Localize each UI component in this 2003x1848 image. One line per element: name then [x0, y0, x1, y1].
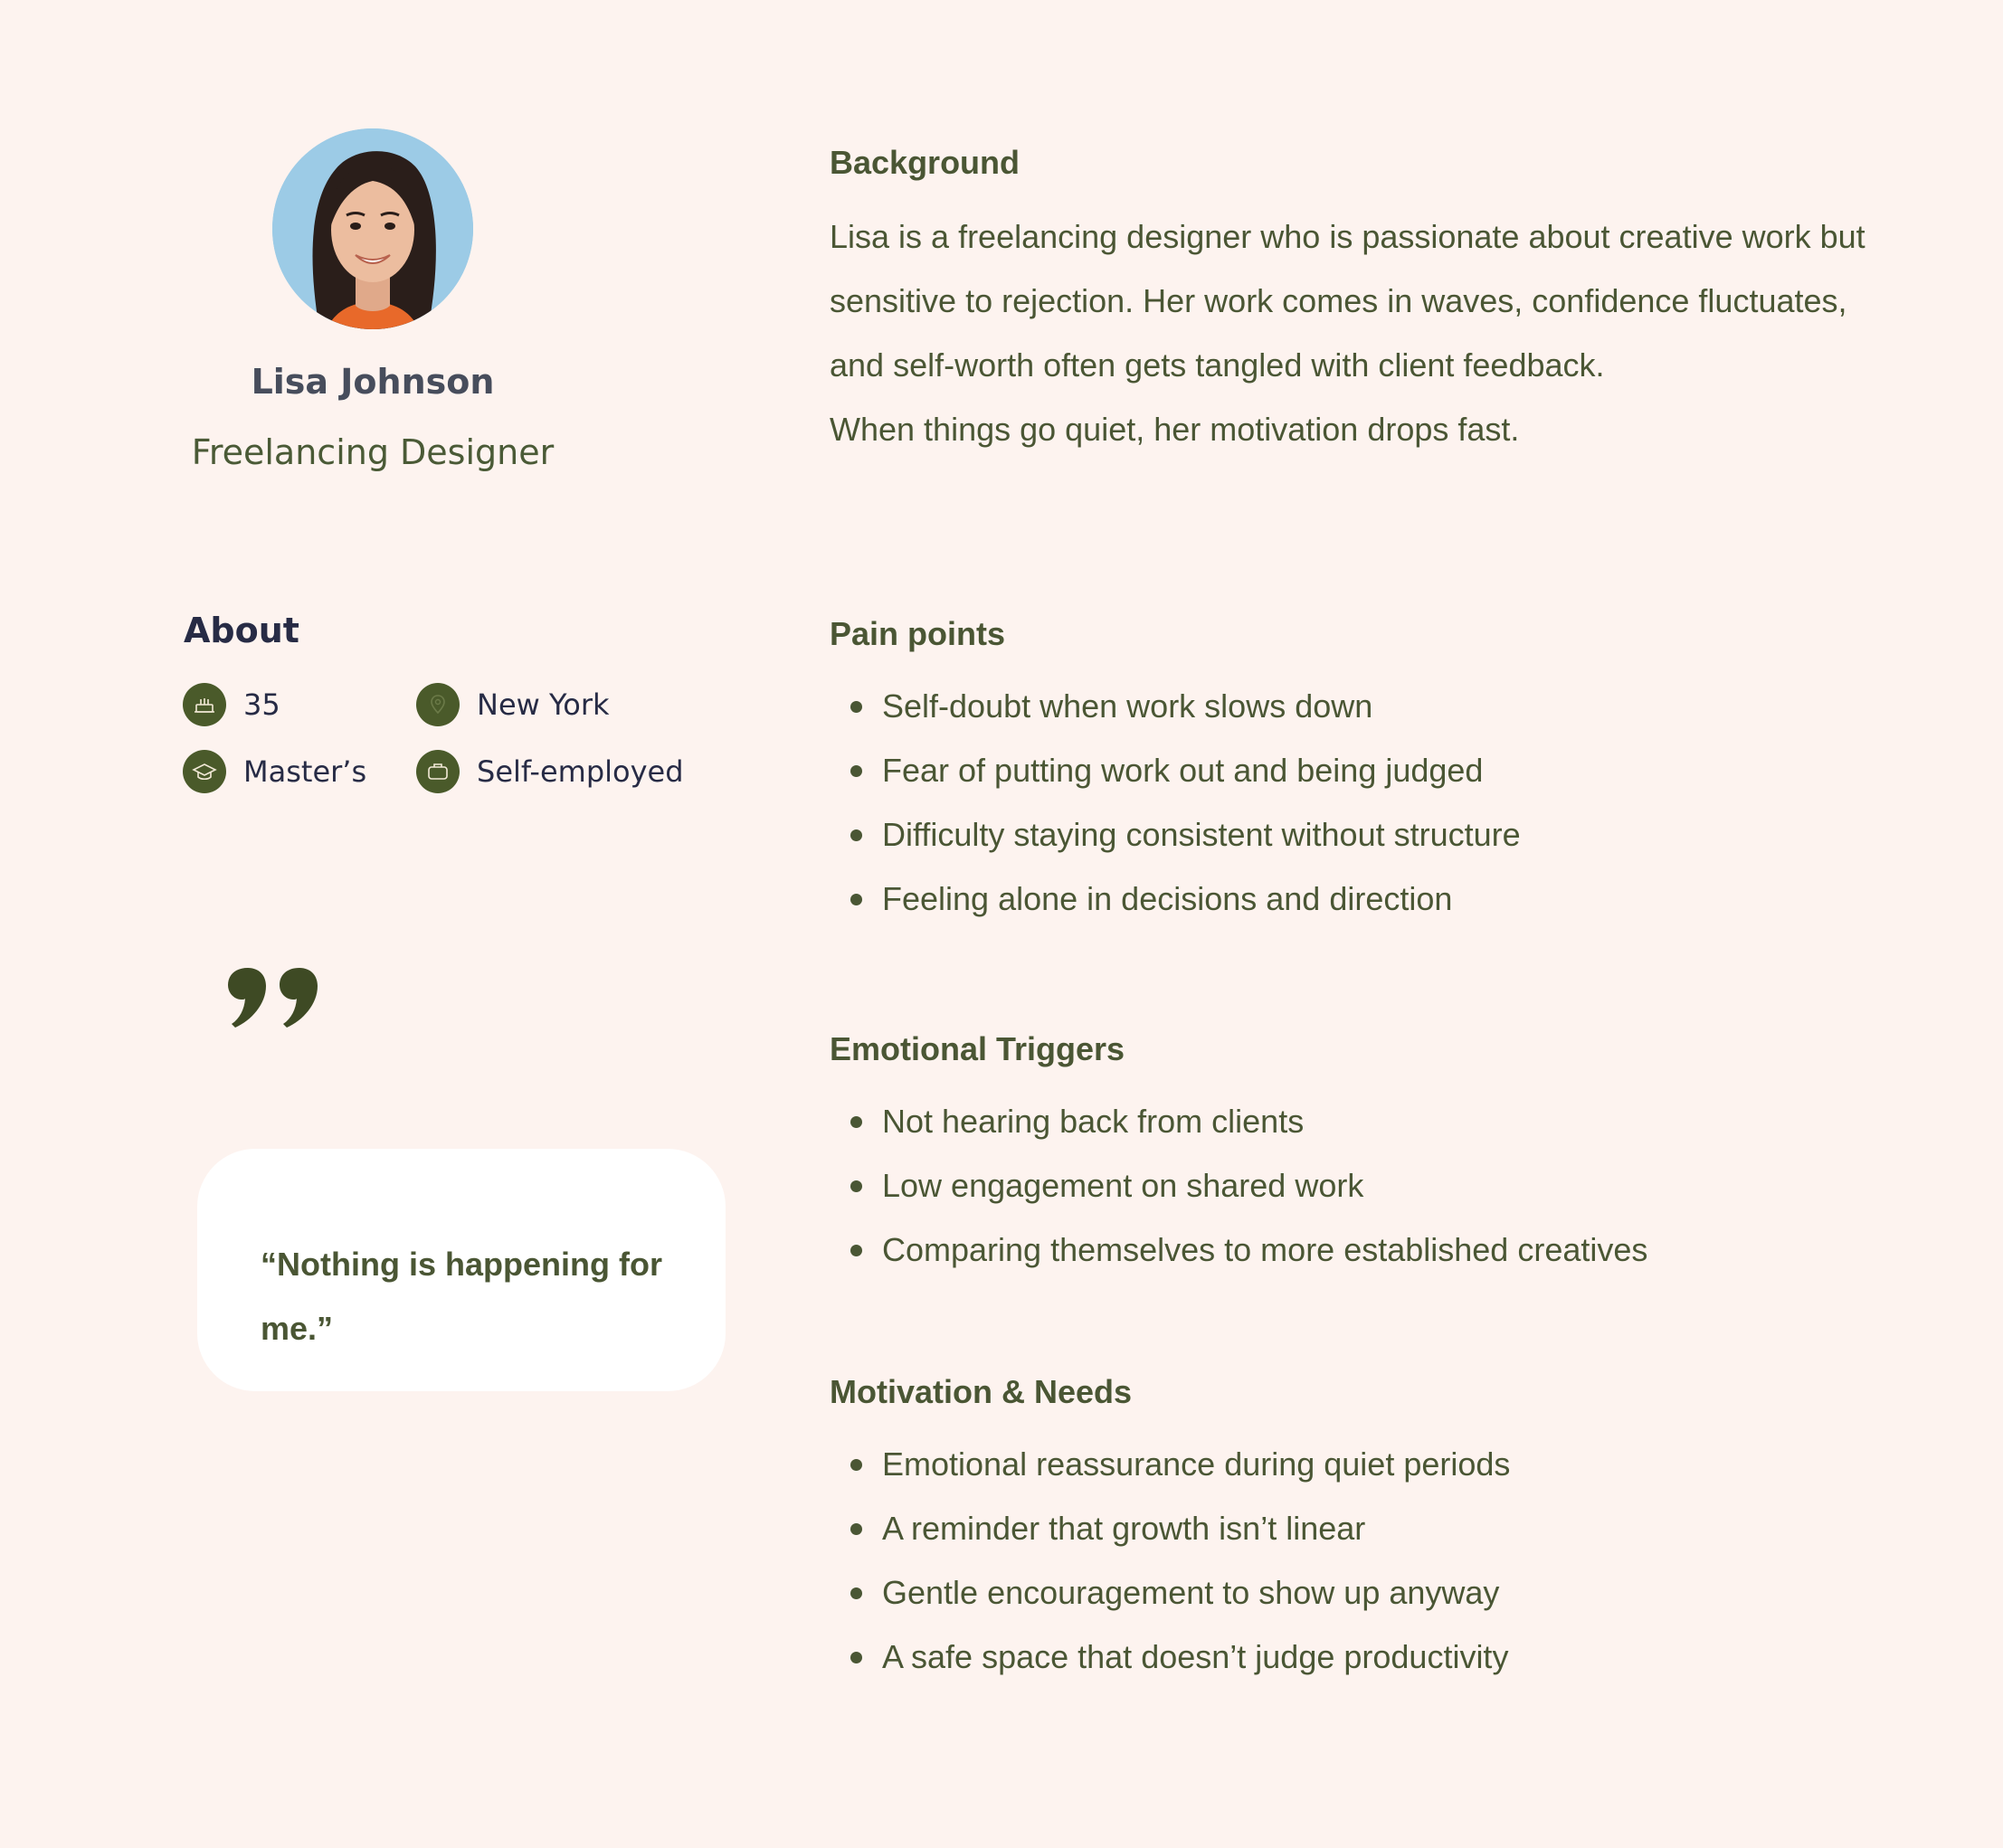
location-pin-icon [416, 683, 460, 726]
bullet-icon [850, 765, 862, 777]
about-employment [416, 750, 684, 793]
quote-mark-icon [226, 966, 320, 1028]
pain-points-list [830, 674, 1870, 931]
list-item-text: Self-doubt when work slows down [882, 687, 1373, 725]
list-item-text: Comparing themselves to more established creatives [882, 1231, 1648, 1268]
quote-card [197, 1149, 726, 1391]
cake-icon [183, 683, 226, 726]
bullet-icon [850, 1587, 862, 1599]
list-item-text: Feeling alone in decisions and direction [882, 880, 1453, 917]
list-item [830, 1625, 1870, 1689]
list-item [830, 802, 1870, 867]
bullet-icon [850, 1652, 862, 1663]
about-education [183, 750, 366, 793]
list-item [830, 867, 1870, 931]
bullet-icon [850, 701, 862, 713]
about-age-text: 35 [243, 687, 280, 722]
profile-name: Lisa Johnson [251, 362, 495, 402]
list-item [830, 1089, 1870, 1153]
list-item-text: Fear of putting work out and being judged [882, 752, 1484, 789]
emotional-triggers-title: Emotional Triggers [830, 1030, 1125, 1067]
list-item-text: Not hearing back from clients [882, 1103, 1305, 1140]
background-text [830, 204, 1870, 461]
about-education-text: Master’s [243, 754, 367, 789]
motivation-needs-title: Motivation & Needs [830, 1373, 1133, 1410]
briefcase-icon [416, 750, 460, 793]
about-location [416, 683, 610, 726]
list-item [830, 1218, 1870, 1282]
list-item-text: Low engagement on shared work [882, 1167, 1364, 1204]
bullet-icon [850, 1459, 862, 1471]
background-paragraph: When things go quiet, her motivation drops fast. [830, 411, 1520, 448]
background-paragraph: Lisa is a freelancing designer who is passionate about creative work but sensitive to rejection. Her work comes in waves, confidence fluctuates, and self-worth often gets tangled with client feedback. [830, 218, 1865, 384]
list-item [830, 1432, 1870, 1496]
about-heading: About [184, 611, 299, 650]
profile-role: Freelancing Designer [191, 432, 555, 472]
pain-points-section [830, 614, 1870, 931]
bullet-icon [850, 829, 862, 841]
emotional-triggers-section [830, 1029, 1870, 1282]
motivation-needs-list [830, 1432, 1870, 1689]
bullet-icon [850, 1523, 862, 1535]
about-age [183, 683, 280, 726]
bullet-icon [850, 894, 862, 905]
about-employment-text: Self-employed [477, 754, 684, 789]
list-item-text: A reminder that growth isn’t linear [882, 1510, 1366, 1547]
pain-points-title: Pain points [830, 615, 1006, 652]
quote-text: “Nothing is happening for me.” [261, 1246, 662, 1347]
about-location-text: New York [477, 687, 610, 722]
emotional-triggers-list [830, 1089, 1870, 1282]
bullet-icon [850, 1116, 862, 1128]
background-title: Background [830, 144, 1020, 181]
list-item [830, 1560, 1870, 1625]
motivation-needs-section [830, 1372, 1870, 1689]
bullet-icon [850, 1180, 862, 1192]
list-item-text: Difficulty staying consistent without structure [882, 816, 1521, 853]
list-item [830, 1496, 1870, 1560]
bullet-icon [850, 1245, 862, 1256]
list-item [830, 674, 1870, 738]
list-item-text: A safe space that doesn’t judge productivity [882, 1638, 1509, 1675]
avatar [272, 128, 473, 329]
list-item [830, 738, 1870, 802]
list-item-text: Emotional reassurance during quiet periods [882, 1445, 1511, 1483]
graduation-cap-icon [183, 750, 226, 793]
list-item [830, 1153, 1870, 1218]
avatar-portrait [272, 128, 473, 329]
list-item-text: Gentle encouragement to show up anyway [882, 1574, 1500, 1611]
background-section [830, 143, 1870, 461]
